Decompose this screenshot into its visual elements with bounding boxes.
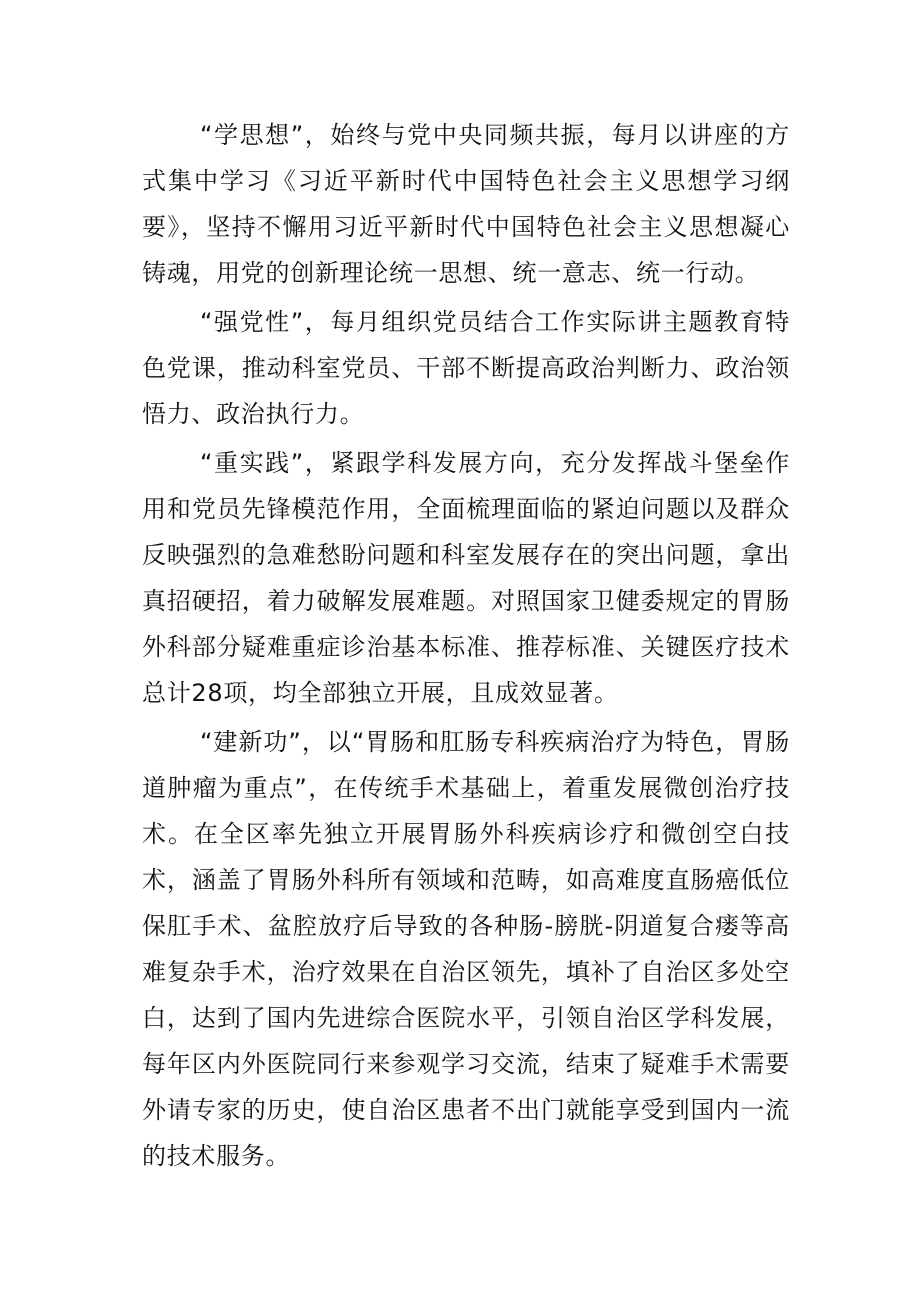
paragraph-emphasize-practice: “重实践”，紧跟学科发展方向，充分发挥战斗堡垒作用和党员先锋模范作用，全面梳理面临的紧迫问题以及群众反映强烈的急难愁盼问题和科室发展存在的突出问题，拿出真招硬招，着力破解发展难题。对照国家卫健委规定的胃肠外科部分疑难重症诊治基本标准、推荐标准、关键医疗技术总计28项，均全部独立开展，且成效显著。 (142, 449, 790, 707)
document-body (142, 112, 790, 1182)
paragraph-strengthen-party-spirit: “强党性”，每月组织党员结合工作实际讲主题教育特色党课，推动科室党员、干部不断提高政治判断力、政治领悟力、政治执行力。 (142, 308, 790, 428)
paragraph-build-new-merit: “建新功”，以“胃肠和肛肠专科疾病治疗为特色，胃肠道肿瘤为重点”，在传统手术基础上，着重发展微创治疗技术。在全区率先独立开展胃肠外科疾病诊疗和微创空白技术，涵盖了胃肠外科所有领域和范畴，如高难度直肠癌低位保肛手术、盆腔放疗后导致的各种肠-膀胱-阴道复合瘘等高难复杂手术，治疗效果在自治区领先，填补了自治区多处空白，达到了国内先进综合医院水平，引领自治区学科发展，每年区内外医院同行来参观学习交流，结束了疑难手术需要外请专家的历史，使自治区患者不出门就能享受到国内一流的技术服务。 (142, 728, 790, 1170)
paragraph-study-thought: “学思想”，始终与党中央同频共振，每月以讲座的方式集中学习《习近平新时代中国特色社会主义思想学习纲要》，坚持不懈用习近平新时代中国特色社会主义思想凝心铸魂，用党的创新理论统一思想、统一意志、统一行动。 (142, 121, 790, 287)
